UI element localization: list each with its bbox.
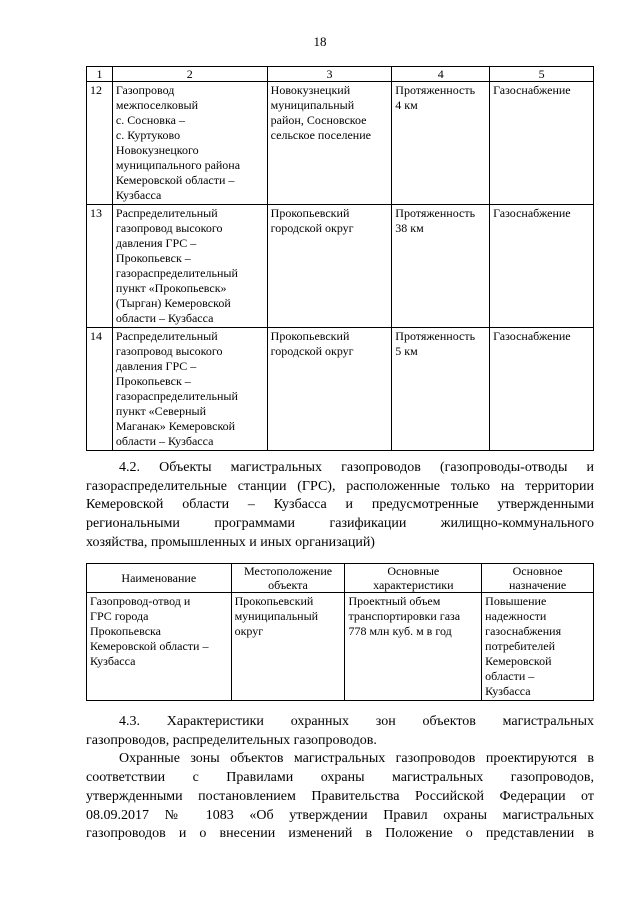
cell-line: Новокузнецкого bbox=[115, 143, 199, 157]
paragraph-line: 4.3. Характеристики охранных зон объектов магистральных bbox=[119, 714, 594, 729]
paragraph-line: газопроводов, распределительных газопроводов. bbox=[86, 732, 377, 748]
cell-line: Протяженность bbox=[395, 329, 476, 343]
cell-line: области – bbox=[485, 669, 535, 683]
page-number: 18 bbox=[313, 34, 327, 49]
cell-line: Кузбасса bbox=[115, 188, 162, 202]
cell-line: (Тырган) Кемеровской bbox=[115, 296, 231, 310]
cell-line: округ bbox=[234, 624, 264, 638]
paragraph-line: Охранные зоны объектов магистральных газопроводов проектируются в bbox=[119, 751, 594, 767]
paragraph-line: хозяйства, промышленных и иных организаций) bbox=[86, 534, 375, 550]
paragraph-line: газораспределительные станции (ГРС), расположенные только на территории bbox=[86, 478, 594, 494]
cell-line: области – Кузбасса bbox=[115, 434, 214, 448]
header-cell: 3 bbox=[267, 67, 392, 82]
cell-line: муниципального района bbox=[115, 158, 241, 172]
cell-line: Протяженность bbox=[395, 206, 476, 220]
object-purpose bbox=[490, 328, 594, 451]
cell-line: район, Сосновское bbox=[270, 113, 367, 127]
cell-line: Газопровод bbox=[115, 83, 175, 97]
row-number: 12 bbox=[87, 82, 113, 205]
cell-line: Кемеровской области – bbox=[90, 639, 209, 653]
section-4-2-paragraph bbox=[86, 459, 594, 553]
header-cell bbox=[482, 564, 594, 593]
cell-line: 38 км bbox=[395, 221, 424, 235]
cell-line: транспортировки газа bbox=[348, 609, 461, 623]
cell-line: давления ГРС – bbox=[115, 236, 197, 250]
object-characteristic bbox=[392, 328, 490, 451]
cell-line: газораспределительный bbox=[115, 389, 238, 403]
pipelines-table bbox=[86, 66, 594, 451]
main-pipelines-table bbox=[86, 563, 594, 701]
table-row bbox=[87, 328, 594, 451]
cell-line: области – Кузбасса bbox=[115, 311, 214, 325]
object-name bbox=[112, 82, 267, 205]
cell-line: Основное bbox=[512, 564, 563, 578]
header-cell bbox=[345, 564, 482, 593]
cell-line: Повышение bbox=[485, 594, 547, 608]
cell-line: Проектный объем bbox=[348, 594, 441, 608]
cell-line: газоснабжения bbox=[485, 624, 562, 638]
cell-line: с. Куртуково bbox=[115, 128, 181, 142]
cell-line: Распределительный bbox=[115, 329, 218, 343]
row-number: 13 bbox=[87, 205, 113, 328]
cell-line: Распределительный bbox=[115, 206, 218, 220]
header-cell: 1 bbox=[87, 67, 113, 82]
cell-line: объекта bbox=[268, 578, 308, 592]
table-row bbox=[87, 82, 594, 205]
paragraph-line: Кемеровской области – Кузбасса и предусмотренные утвержденными bbox=[86, 497, 594, 513]
cell-line: 4 км bbox=[395, 98, 418, 112]
object-location bbox=[267, 82, 392, 205]
object-location bbox=[267, 205, 392, 328]
object-characteristic bbox=[392, 205, 490, 328]
cell-line: Прокопьевский bbox=[234, 594, 314, 608]
cell-line: сельское поселение bbox=[270, 128, 371, 142]
object-name bbox=[112, 205, 267, 328]
cell-line: с. Сосновка – bbox=[115, 113, 185, 127]
header-cell: 2 bbox=[112, 67, 267, 82]
cell-line: городской округ bbox=[270, 221, 354, 235]
object-purpose bbox=[490, 205, 594, 328]
object-name bbox=[112, 328, 267, 451]
cell-line: Кемеровской bbox=[485, 654, 552, 668]
cell-line: Новокузнецкий bbox=[270, 83, 351, 97]
cell-line: Газоснабжение bbox=[493, 83, 571, 97]
header-cell bbox=[87, 564, 232, 593]
cell-line: Основные bbox=[387, 564, 440, 578]
cell-line: Прокопьевский bbox=[270, 329, 350, 343]
paragraph-line: соответствии с Правилами охраны магистральных газопроводов, bbox=[86, 770, 594, 786]
cell-line: Наименование bbox=[121, 571, 197, 585]
table-row bbox=[87, 593, 594, 701]
cell-line: Прокопьевска bbox=[90, 624, 162, 638]
cell-line: городской округ bbox=[270, 344, 354, 358]
cell-line: межпоселковый bbox=[115, 98, 199, 112]
cell-line: надежности bbox=[485, 609, 547, 623]
object-characteristic bbox=[345, 593, 482, 701]
table-row bbox=[87, 205, 594, 328]
paragraph-line: 08.09.2017 № 1083 «Об утверждении Правил охраны магистральных bbox=[86, 807, 594, 823]
object-purpose bbox=[490, 82, 594, 205]
section-4-3-paragraph bbox=[86, 713, 594, 844]
cell-line: Маганак» Кемеровской bbox=[115, 419, 236, 433]
cell-line: потребителей bbox=[485, 639, 555, 653]
cell-line: назначение bbox=[508, 578, 567, 592]
paragraph-line: 4.2. Объекты магистральных газопроводов (газопроводы-отводы и bbox=[119, 460, 594, 475]
object-purpose bbox=[482, 593, 594, 701]
object-name bbox=[87, 593, 232, 701]
object-location bbox=[267, 328, 392, 451]
cell-line: давления ГРС – bbox=[115, 359, 197, 373]
cell-line: муниципальный bbox=[234, 609, 319, 623]
cell-line: ГРС города bbox=[90, 609, 149, 623]
paragraph-line: газопроводов и о внесении изменений в Положение о представлении в bbox=[86, 826, 594, 842]
header-cell bbox=[231, 564, 345, 593]
cell-line: характеристики bbox=[373, 578, 454, 592]
cell-line: пункт «Прокопьевск» bbox=[115, 281, 227, 295]
header-cell: 5 bbox=[490, 67, 594, 82]
object-location bbox=[231, 593, 345, 701]
cell-line: Кемеровской области – bbox=[115, 173, 235, 187]
cell-line: Прокопьевск – bbox=[115, 374, 191, 388]
cell-line: пункт «Северный bbox=[115, 404, 206, 418]
cell-line: газораспределительный bbox=[115, 266, 238, 280]
cell-line: Кузбасса bbox=[485, 684, 531, 698]
row-number: 14 bbox=[87, 328, 113, 451]
cell-line: Прокопьевский bbox=[270, 206, 350, 220]
cell-line: Газоснабжение bbox=[493, 206, 571, 220]
table-header-row bbox=[87, 67, 594, 82]
paragraph-line: утвержденными постановлением Правительства Российской Федерации от bbox=[86, 788, 594, 804]
object-characteristic bbox=[392, 82, 490, 205]
paragraph-line: региональными программами газификации жилищно-коммунального bbox=[86, 516, 594, 532]
cell-line: 778 млн куб. м в год bbox=[348, 624, 452, 638]
table-header-row bbox=[87, 564, 594, 593]
cell-line: Местоположение bbox=[243, 564, 333, 578]
cell-line: газопровод высокого bbox=[115, 221, 223, 235]
cell-line: газопровод высокого bbox=[115, 344, 223, 358]
header-cell: 4 bbox=[392, 67, 490, 82]
cell-line: Газопровод-отвод и bbox=[90, 594, 191, 608]
cell-line: 5 км bbox=[395, 344, 418, 358]
cell-line: Кузбасса bbox=[90, 654, 136, 668]
cell-line: муниципальный bbox=[270, 98, 355, 112]
cell-line: Газоснабжение bbox=[493, 329, 571, 343]
cell-line: Протяженность bbox=[395, 83, 476, 97]
cell-line: Прокопьевск – bbox=[115, 251, 191, 265]
